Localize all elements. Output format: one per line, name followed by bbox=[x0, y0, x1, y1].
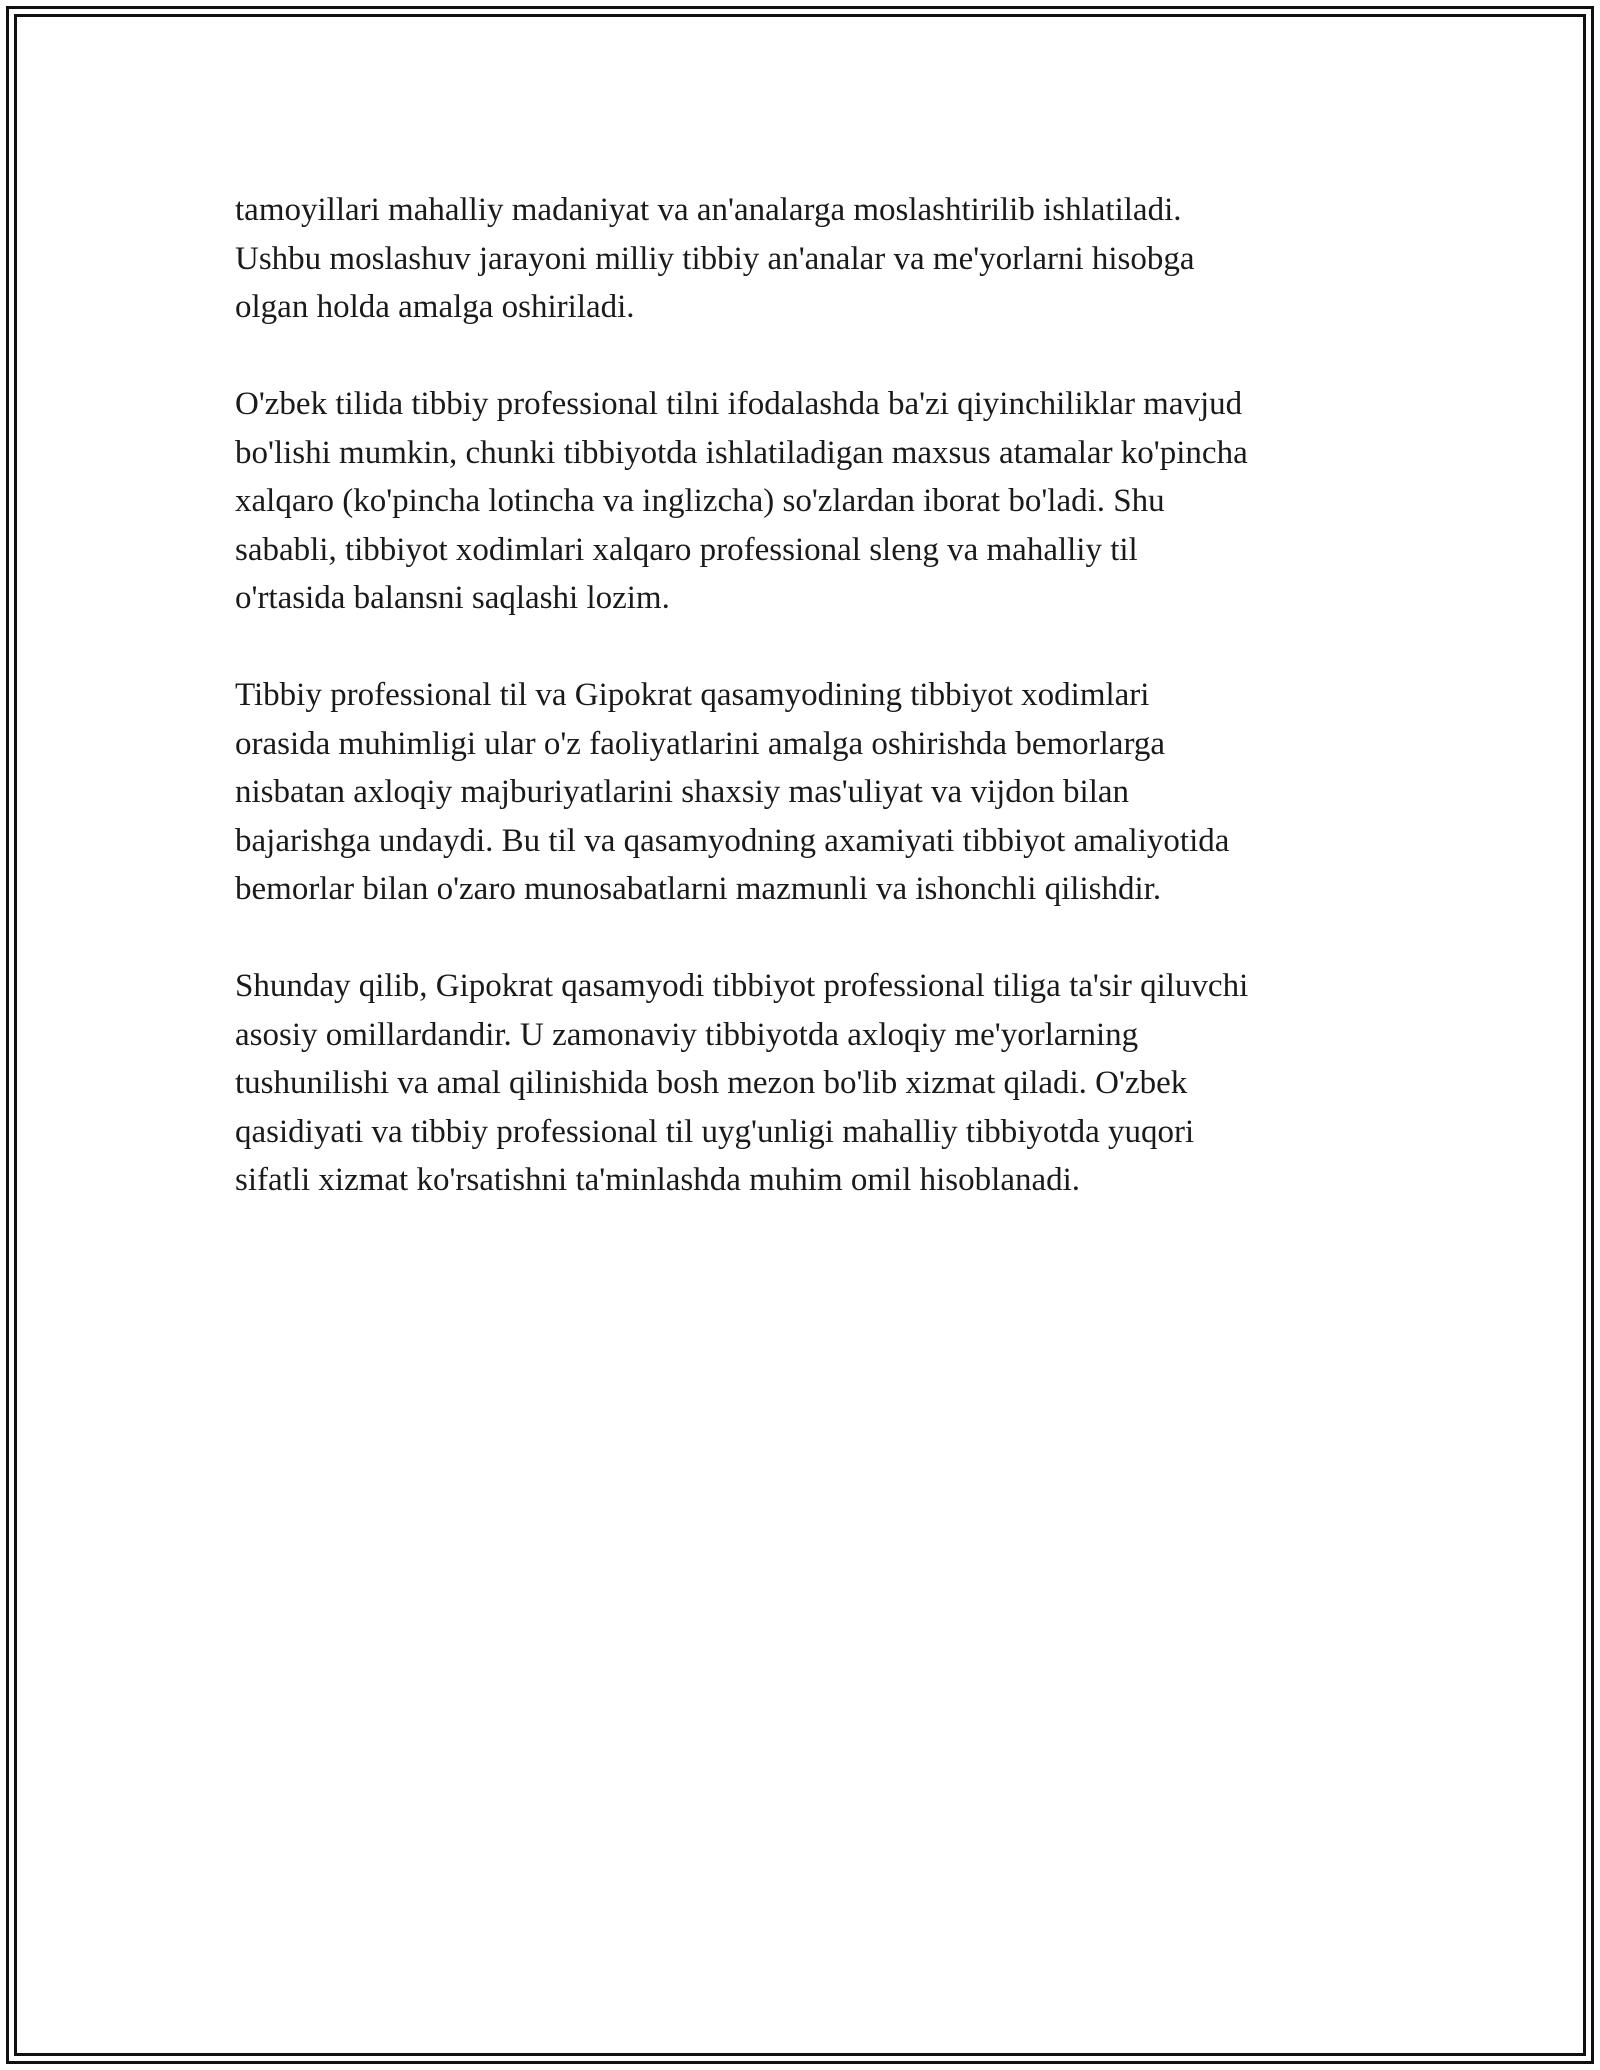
text-line: sifatli xizmat ko'rsatishni ta'minlashda muhim omil hisoblanadi. bbox=[235, 1162, 1081, 1198]
paragraph-1 bbox=[235, 186, 1395, 332]
text-line: tamoyillari mahalliy madaniyat va an'analarga moslashtirilib ishlatiladi. bbox=[235, 192, 1182, 228]
text-line: sababli, tibbiyot xodimlari xalqaro professional sleng va mahalliy til bbox=[235, 531, 1138, 568]
text-line: o'rtasida balansni saqlashi lozim. bbox=[235, 580, 670, 616]
text-line: tushunilishi va amal qilinishida bosh mezon bo'lib xizmat qiladi. O'zbek bbox=[235, 1065, 1188, 1101]
text-line: bo'lishi mumkin, chunki tibbiyotda ishlatiladigan maxsus atamalar ko'pincha bbox=[235, 434, 1248, 471]
text-line: bemorlar bilan o'zaro munosabatlarni mazmunli va ishonchli qilishdir. bbox=[235, 871, 1162, 907]
text-line: Shunday qilib, Gipokrat qasamyodi tibbiyot professional tiliga ta'sir qiluvchi bbox=[235, 968, 1249, 1004]
text-line: xalqaro (ko'pincha lotincha va inglizcha) so'zlardan iborat bo'ladi. Shu bbox=[235, 483, 1165, 519]
text-line: nisbatan axloqiy majburiyatlarini shaxsiy mas'uliyat va vijdon bilan bbox=[235, 774, 1130, 810]
text-line: olgan holda amalga oshiriladi. bbox=[235, 289, 635, 325]
paragraph-2 bbox=[235, 380, 1395, 623]
text-line: orasida muhimligi ular o'z faoliyatlarini amalga oshirishda bemorlarga bbox=[235, 725, 1165, 762]
paragraph-3 bbox=[235, 671, 1395, 914]
text-line: Ushbu moslashuv jarayoni milliy tibbiy an'analar va me'yorlarni hisobga bbox=[235, 240, 1195, 277]
text-line: bajarishga undaydi. Bu til va qasamyodning axamiyati tibbiyot amaliyotida bbox=[235, 822, 1230, 859]
document-body bbox=[235, 186, 1395, 1253]
text-line: Tibbiy professional til va Gipokrat qasamyodining tibbiyot xodimlari bbox=[235, 677, 1150, 713]
paragraph-4 bbox=[235, 962, 1395, 1205]
text-line: O'zbek tilida tibbiy professional tilni ifodalashda ba'zi qiyinchiliklar mavjud bbox=[235, 386, 1243, 422]
text-line: asosiy omillardandir. U zamonaviy tibbiyotda axloqiy me'yorlarning bbox=[235, 1016, 1139, 1053]
text-line: qasidiyati va tibbiy professional til uyg'unligi mahalliy tibbiyotda yuqori bbox=[235, 1113, 1195, 1150]
